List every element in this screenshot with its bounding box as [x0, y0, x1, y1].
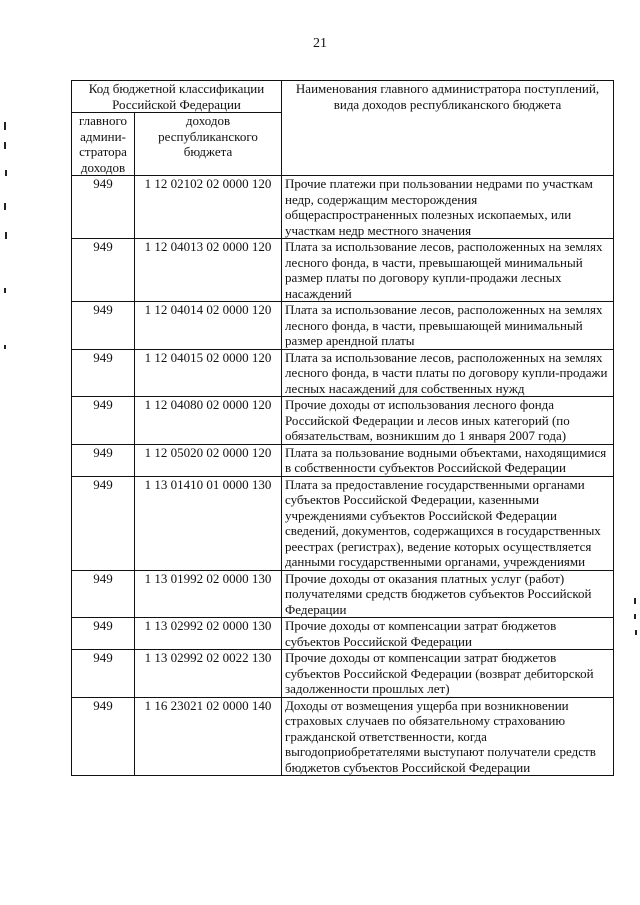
income-name-cell: Доходы от возмещения ущерба при возникновении страховых случаев по обязательному страхованию гражданской ответственности, когда выгодоприобретателями выступают получатели средств бюджетов субъектов Российской Федерации: [282, 697, 614, 776]
income-name-cell: Прочие доходы от оказания платных услуг (работ) получателями средств бюджетов субъектов Российской Федерации: [282, 570, 614, 618]
income-code-cell: 1 12 05020 02 0000 120: [135, 444, 282, 476]
income-code-cell: 1 13 01992 02 0000 130: [135, 570, 282, 618]
scan-edge-mark-left: [5, 232, 7, 239]
table-row: [72, 239, 614, 302]
table-header-row: [72, 81, 614, 113]
scan-edge-mark-left: [5, 170, 7, 176]
income-name-cell: Плата за использование лесов, расположенных на землях лесного фонда, в части платы по договору купли-продажи лесных насаждений для собственных нужд: [282, 349, 614, 397]
budget-classification-table: [71, 80, 614, 776]
scan-edge-mark-left: [4, 142, 6, 149]
income-code-cell: 1 12 04015 02 0000 120: [135, 349, 282, 397]
admin-code-cell: 949: [72, 349, 135, 397]
admin-code-cell: 949: [72, 650, 135, 698]
header-main-administrator: главного админи-стратора доходов: [72, 113, 135, 176]
income-name-cell: Прочие доходы от компенсации затрат бюджетов субъектов Российской Федерации: [282, 618, 614, 650]
header-administrator-name: Наименования главного администратора поступлений, вида доходов республиканского бюджета: [282, 81, 614, 176]
income-code-cell: 1 12 04013 02 0000 120: [135, 239, 282, 302]
table-row: [72, 397, 614, 445]
income-name-cell: Прочие платежи при пользовании недрами по участкам недр, содержащим месторождения общераспространенных полезных ископаемых, или участкам недр местного значения: [282, 176, 614, 239]
scan-edge-mark-left: [4, 345, 6, 349]
scan-edge-mark-left: [4, 203, 6, 210]
admin-code-cell: 949: [72, 302, 135, 350]
table-row: [72, 302, 614, 350]
header-republican-income: доходов республиканского бюджета: [135, 113, 282, 176]
admin-code-cell: 949: [72, 239, 135, 302]
income-name-cell: Прочие доходы от использования лесного фонда Российской Федерации и лесов иных категорий (по обязательствам, возникшим до 1 января 2007 года): [282, 397, 614, 445]
income-code-cell: 1 13 02992 02 0022 130: [135, 650, 282, 698]
scan-edge-mark-left: [4, 122, 6, 130]
scan-edge-mark-right: [634, 598, 636, 604]
scan-edge-mark-right: [635, 630, 637, 635]
income-code-cell: 1 13 01410 01 0000 130: [135, 476, 282, 570]
income-name-cell: Плата за предоставление государственными органами субъектов Российской Федерации, казенными учреждениями субъектов Российской Федерации сведений, документов, содержащихся в государственных реестрах (регистрах), ведение которых осуществляется данными государственными органами, учреждениями: [282, 476, 614, 570]
income-code-cell: 1 12 02102 02 0000 120: [135, 176, 282, 239]
income-code-cell: 1 16 23021 02 0000 140: [135, 697, 282, 776]
admin-code-cell: 949: [72, 570, 135, 618]
table-row: [72, 650, 614, 698]
table-row: [72, 618, 614, 650]
income-code-cell: 1 12 04080 02 0000 120: [135, 397, 282, 445]
admin-code-cell: 949: [72, 476, 135, 570]
table-row: [72, 349, 614, 397]
table-row: [72, 570, 614, 618]
income-name-cell: Плата за использование лесов, расположенных на землях лесного фонда, в части, превышающей минимальный размер арендной платы: [282, 302, 614, 350]
scan-edge-mark-left: [4, 288, 6, 293]
income-code-cell: 1 12 04014 02 0000 120: [135, 302, 282, 350]
table-row: [72, 697, 614, 776]
table-row: [72, 176, 614, 239]
page-number: 21: [313, 36, 327, 51]
admin-code-cell: 949: [72, 697, 135, 776]
income-code-cell: 1 13 02992 02 0000 130: [135, 618, 282, 650]
income-name-cell: Плата за пользование водными объектами, находящимися в собственности субъектов Российской Федерации: [282, 444, 614, 476]
income-name-cell: Плата за использование лесов, расположенных на землях лесного фонда, в части, превышающей минимальный размер платы по договору купли-продажи лесных насаждений: [282, 239, 614, 302]
admin-code-cell: 949: [72, 618, 135, 650]
table-row: [72, 476, 614, 570]
admin-code-cell: 949: [72, 444, 135, 476]
scan-edge-mark-right: [634, 614, 636, 619]
table-row: [72, 444, 614, 476]
admin-code-cell: 949: [72, 176, 135, 239]
admin-code-cell: 949: [72, 397, 135, 445]
income-name-cell: Прочие доходы от компенсации затрат бюджетов субъектов Российской Федерации (возврат дебиторской задолженности прошлых лет): [282, 650, 614, 698]
header-budget-code-group: Код бюджетной классификации Российской Федерации: [72, 81, 282, 113]
